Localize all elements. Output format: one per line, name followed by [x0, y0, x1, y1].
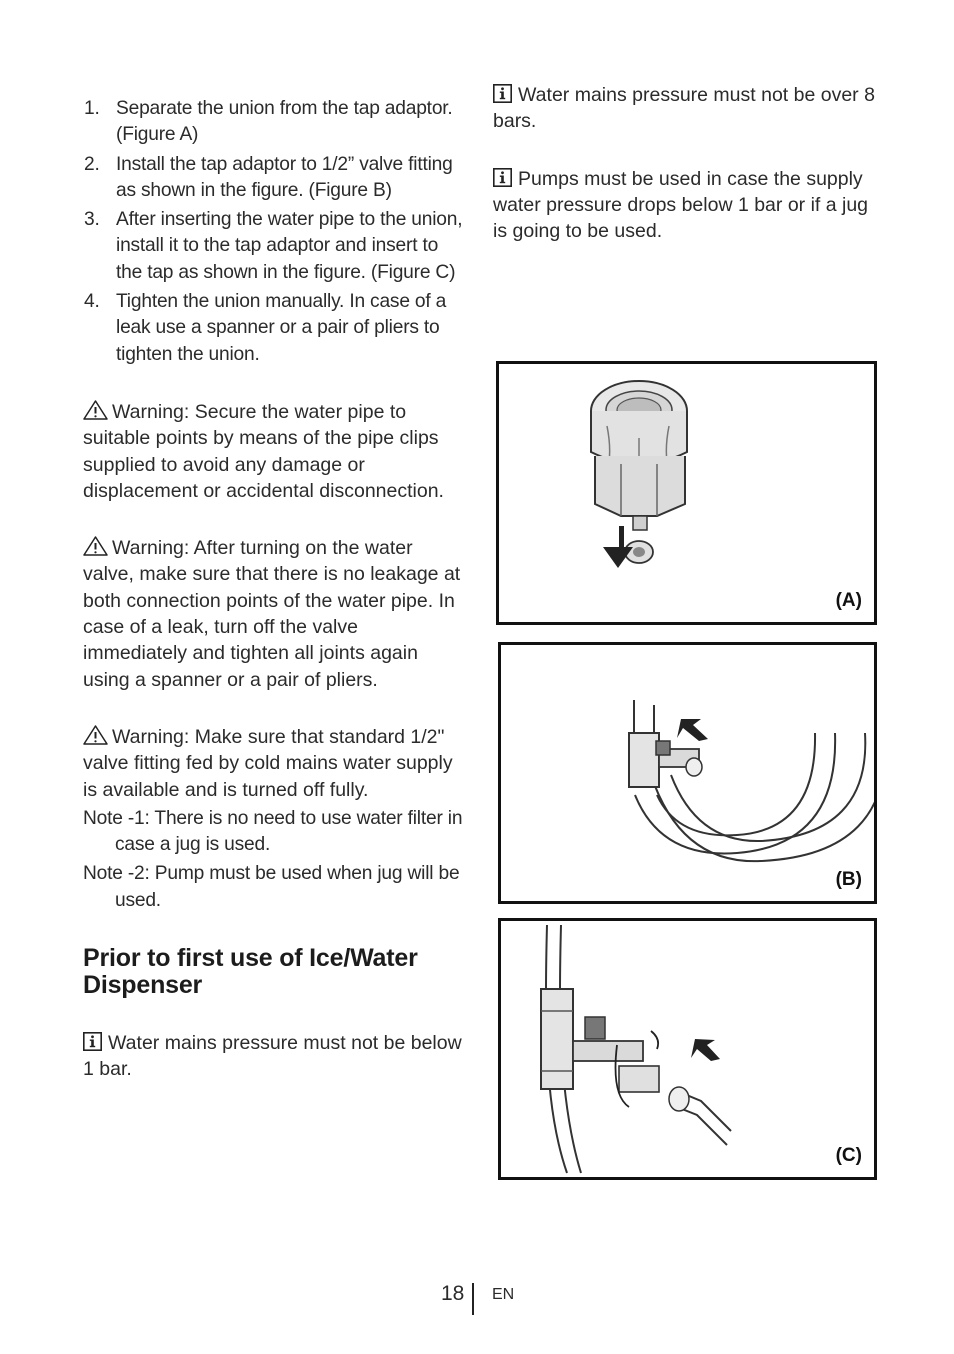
info-icon — [83, 1032, 102, 1051]
page-footer — [0, 1280, 954, 1320]
info-icon — [493, 84, 512, 103]
right-column — [493, 82, 883, 244]
info-paragraph: Water mains pressure must not be below 1 bar. — [83, 1032, 462, 1081]
step-item: 4. Tighten the union manually. In case of a leak use a spanner or a pair of pliers to tighten the union. — [84, 291, 447, 365]
note-1: Note -1: There is no need to use water filter in case a jug is used. — [83, 807, 463, 856]
step-item: 1. Separate the union from the tap adaptor. (Figure A) — [84, 98, 453, 146]
figure-b — [498, 642, 877, 904]
warning-icon — [83, 536, 108, 556]
step-item: 2. Install the tap adaptor to 1/2” valve fitting as shown in the figure. (Figure B) — [84, 153, 453, 201]
figure-label: (A) — [835, 590, 862, 611]
warning-paragraph: Warning: Secure the water pipe to suitable points by means of the pipe clips supplied to avoid any damage or displacement or accidental disconnection. — [83, 400, 444, 502]
left-column — [83, 96, 465, 1083]
info-paragraph: Pumps must be used in case the supply water pressure drops below 1 bar or if a jug is going to be used. — [493, 167, 869, 243]
figure-c — [498, 918, 877, 1180]
info-icon — [493, 168, 512, 187]
warning-paragraph: Warning: Make sure that standard 1/2" valve fitting fed by cold mains water supply is available and is turned off fully. — [83, 725, 453, 801]
pipe-insert-illustration — [501, 921, 874, 1177]
footer-divider — [472, 1283, 474, 1315]
warning-icon — [83, 725, 108, 745]
tap-adaptor-illustration — [501, 645, 874, 901]
step-item: 3. After inserting the water pipe to the union, install it to the tap adaptor and insert to the tap as shown in the figure. (Figure C) — [84, 209, 463, 283]
page-number: 18 — [441, 1282, 465, 1305]
warning-icon — [83, 400, 108, 420]
section-heading: Prior to first use of Ice/Water Dispenser — [83, 944, 418, 1000]
warning-paragraph: Warning: After turning on the water valve, make sure that there is no leakage at both connection points of the water pipe. In case of a leak, turn off the valve immediately and tighten all joints again using a spanner or a pair of pliers. — [83, 537, 461, 691]
info-paragraph: Water mains pressure must not be over 8 bars. — [493, 84, 875, 133]
figure-label: (C) — [835, 1145, 862, 1166]
figure-label: (B) — [835, 869, 862, 890]
figure-a — [496, 361, 877, 625]
installation-steps — [83, 96, 465, 368]
language-code: EN — [492, 1286, 515, 1303]
union-adaptor-illustration — [499, 364, 874, 622]
note-2: Note -2: Pump must be used when jug will be used. — [83, 863, 460, 911]
